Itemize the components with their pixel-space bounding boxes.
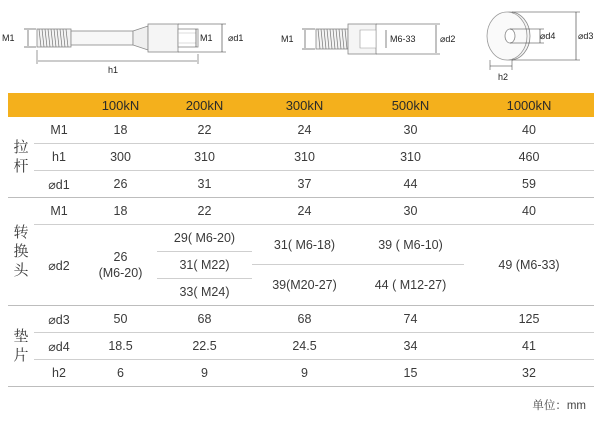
table-cell: 37 <box>252 171 357 198</box>
header-300kn: 300kN <box>252 93 357 117</box>
unit-text: 单位：mm <box>532 400 586 412</box>
adapter-drawing <box>281 24 455 54</box>
table-cell: 31( M6-18) <box>252 225 357 265</box>
table-row <box>8 333 594 360</box>
washer-d3-label: ⌀d3 <box>578 31 594 41</box>
row-label: h2 <box>34 360 84 387</box>
table-cell: 310 <box>357 144 464 171</box>
adapter-m1-label: M1 <box>281 34 294 44</box>
table-row <box>8 117 594 144</box>
header-1000kn: 1000kN <box>464 93 594 117</box>
table-cell: 34 <box>357 333 464 360</box>
group-label-rod: 拉 杆 <box>8 117 34 198</box>
table-cell: 9 <box>157 360 252 387</box>
table-cell: 40 <box>464 117 594 144</box>
header-100kn: 100kN <box>84 93 157 117</box>
rod-drawing <box>2 24 243 75</box>
table-cell: 29( M6-20) <box>157 225 252 252</box>
table-cell: 18 <box>84 198 157 225</box>
rod-m1-inner-label: M1 <box>200 33 213 43</box>
washer-d4-label: ⌀d4 <box>540 31 556 41</box>
table-cell: 125 <box>464 306 594 333</box>
washer-drawing <box>487 12 593 82</box>
table-row <box>8 306 594 333</box>
table-row <box>8 198 594 225</box>
table-cell: 31 <box>157 171 252 198</box>
header-row <box>8 93 594 117</box>
header-blank-1 <box>8 93 34 117</box>
table-cell: 310 <box>252 144 357 171</box>
table-cell: 33( M24) <box>157 279 252 306</box>
table-cell: 50 <box>84 306 157 333</box>
table-cell: 39(M20-27) <box>252 265 357 306</box>
header-200kn: 200kN <box>157 93 252 117</box>
rod-h1-label: h1 <box>108 65 119 75</box>
table-row <box>8 171 594 198</box>
unit-note <box>532 397 586 413</box>
table-cell: 24.5 <box>252 333 357 360</box>
table-cell: 22 <box>157 117 252 144</box>
row-label: ⌀d4 <box>34 333 84 360</box>
table-cell: 32 <box>464 360 594 387</box>
spec-table <box>8 93 594 387</box>
table-cell: 59 <box>464 171 594 198</box>
table-cell: 24 <box>252 198 357 225</box>
row-label: M1 <box>34 198 84 225</box>
header-blank-2 <box>34 93 84 117</box>
dimension-diagrams <box>0 0 600 88</box>
table-cell: 26 <box>84 171 157 198</box>
table-cell: 40 <box>464 198 594 225</box>
row-label: ⌀d3 <box>34 306 84 333</box>
table-cell: 30 <box>357 117 464 144</box>
washer-h2-label: h2 <box>498 72 509 82</box>
table-cell: 24 <box>252 117 357 144</box>
adapter-d2-label: ⌀d2 <box>440 34 456 44</box>
table-cell: 9 <box>252 360 357 387</box>
row-label: ⌀d1 <box>34 171 84 198</box>
adapter-thread-label: M6-33 <box>390 34 416 44</box>
diagrams-svg <box>0 0 600 88</box>
group-label-washer: 垫 片 <box>8 306 34 387</box>
table-row <box>8 144 594 171</box>
table-cell: 68 <box>157 306 252 333</box>
table-cell: 26 (M6-20) <box>84 225 157 306</box>
table-cell: 31( M22) <box>157 252 252 279</box>
table-cell: 6 <box>84 360 157 387</box>
table-cell: 15 <box>357 360 464 387</box>
row-label: ⌀d2 <box>34 225 84 306</box>
table-cell: 44 <box>357 171 464 198</box>
row-label: h1 <box>34 144 84 171</box>
group-label-adapter: 转 换 头 <box>8 198 34 306</box>
table-row <box>8 360 594 387</box>
table-cell: 74 <box>357 306 464 333</box>
table-cell: 22.5 <box>157 333 252 360</box>
table-cell: 460 <box>464 144 594 171</box>
table-cell: 41 <box>464 333 594 360</box>
table-row <box>8 225 594 239</box>
table-cell: 49 (M6-33) <box>464 225 594 306</box>
rod-m1-label: M1 <box>2 33 15 43</box>
rod-d1-label: ⌀d1 <box>228 33 244 43</box>
table-cell: 300 <box>84 144 157 171</box>
row-label: M1 <box>34 117 84 144</box>
table-cell: 18 <box>84 117 157 144</box>
table-cell: 39 ( M6-10) <box>357 225 464 265</box>
table-cell: 68 <box>252 306 357 333</box>
header-500kn: 500kN <box>357 93 464 117</box>
table-cell: 30 <box>357 198 464 225</box>
table-cell: 18.5 <box>84 333 157 360</box>
table-cell: 22 <box>157 198 252 225</box>
table-cell: 44 ( M12-27) <box>357 265 464 306</box>
table-cell: 310 <box>157 144 252 171</box>
